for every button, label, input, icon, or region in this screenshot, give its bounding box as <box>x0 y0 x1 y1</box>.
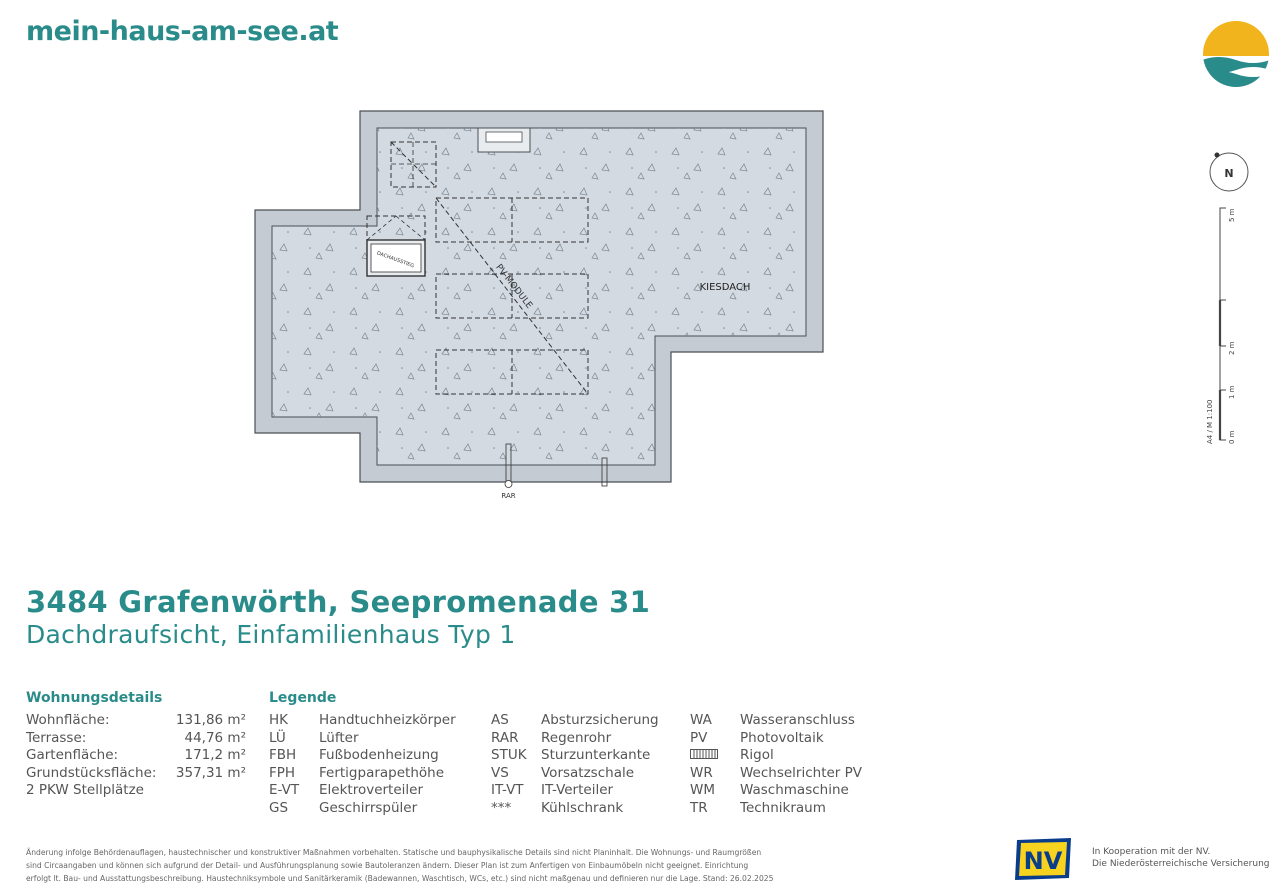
legend-abbr: *** <box>491 799 512 816</box>
detail-label: Gartenfläche: <box>26 747 119 763</box>
legend-item <box>690 800 862 818</box>
legend-item <box>269 712 456 730</box>
disclaimer-line: Änderung infolge Behördenauflagen, haustechnischer und konstruktiver Maßnahmen vorbehalten. Statische und bauphysikalische Details sind nicht Planinhalt. Die Wohnungs- und Raumgrößen <box>26 848 762 857</box>
roof-plan <box>250 104 830 504</box>
coop-line: In Kooperation mit der NV. <box>1092 847 1211 857</box>
detail-label: 2 PKW Stellplätze <box>26 782 144 798</box>
legend-abbr: LÜ <box>269 729 286 746</box>
legend-abbr: WR <box>690 764 713 781</box>
scale-tick-5: 5 m <box>1228 208 1236 222</box>
legend-text: Geschirrspüler <box>319 799 418 816</box>
legend-abbr: VS <box>491 764 509 781</box>
legend-abbr: GS <box>269 799 289 816</box>
legend-abbr: WA <box>690 712 712 728</box>
legend-column-3 <box>690 712 862 817</box>
legend-text: Elektroverteiler <box>319 782 424 798</box>
legend-abbr: PV <box>690 729 708 746</box>
legend-item <box>690 730 862 748</box>
legend-text: Handtuchheizkörper <box>319 712 456 728</box>
legend-text: Photovoltaik <box>740 729 824 746</box>
legend-item <box>690 712 862 730</box>
legend-item <box>690 765 862 783</box>
detail-label: Terrasse: <box>26 729 87 746</box>
legend-item <box>269 730 456 748</box>
legend-abbr: HK <box>269 712 289 728</box>
scale-bar <box>1198 200 1248 450</box>
pv-label: PV-MODULE <box>493 262 534 311</box>
site-url[interactable]: mein-haus-am-see.at <box>26 16 339 47</box>
scale-paper: A4 / M 1:100 <box>1206 399 1214 444</box>
disclaimer-line: sind Circaangaben und können sich aufgrund der Detail- und Ausführungsplanung sowie Bautoleranzen ändern. Dieser Plan ist zum Anfertigen von Einbaumöbeln nicht geeignet. Einrichtung <box>26 861 749 870</box>
coop-line: Die Niederösterreichische Versicherung <box>1092 859 1270 869</box>
roof-label: KIESDACH <box>699 282 751 293</box>
legend-abbr: TR <box>690 799 708 816</box>
legend-text: Technikraum <box>740 799 826 816</box>
legend-text: Waschmaschine <box>740 782 849 798</box>
legend-item <box>491 782 659 800</box>
nv-logo-text: NV <box>1023 847 1063 875</box>
legend-item <box>491 730 659 748</box>
details-list <box>26 712 246 800</box>
legend-text: Kühlschrank <box>541 799 624 816</box>
page-subtitle: Dachdraufsicht, Einfamilienhaus Typ 1 <box>26 620 516 649</box>
legend-item <box>491 765 659 783</box>
legend-column-2 <box>491 712 659 817</box>
legend-text: Wasseranschluss <box>740 712 855 728</box>
legend-text: Fertigparapethöhe <box>319 764 445 781</box>
legend-item <box>269 747 456 765</box>
scale-tick-0: 0 m <box>1228 430 1236 444</box>
legend-abbr: WM <box>690 782 715 798</box>
legend-abbr: AS <box>491 712 509 728</box>
legend-item <box>269 765 456 783</box>
detail-value: 131,86 m² <box>175 712 246 728</box>
detail-row <box>26 782 246 800</box>
disclaimer <box>26 846 841 885</box>
legend-item <box>491 747 659 765</box>
legend-heading: Legende <box>269 690 337 706</box>
legend-text: Fußbodenheizung <box>319 747 439 763</box>
legend-item <box>269 800 456 818</box>
legend-item <box>491 800 659 818</box>
legend-text: Absturzsicherung <box>541 712 659 728</box>
detail-row <box>26 730 246 748</box>
nv-logo <box>1013 838 1073 880</box>
detail-label: Grundstücksfläche: <box>26 764 157 781</box>
details-heading: Wohnungsdetails <box>26 690 163 706</box>
legend-abbr: IT-VT <box>491 782 524 798</box>
rigol-icon <box>690 747 740 765</box>
cooperation-note <box>1092 846 1269 870</box>
legend-item <box>491 712 659 730</box>
legend-abbr: FPH <box>269 764 296 781</box>
legend-abbr: RAR <box>491 729 519 746</box>
legend-abbr: STUK <box>491 747 527 763</box>
legend-text: Sturzunterkante <box>541 747 651 763</box>
detail-row <box>26 712 246 730</box>
legend-text: Lüfter <box>319 729 359 746</box>
drain-label: RAR <box>501 492 516 500</box>
legend-item <box>269 782 456 800</box>
disclaimer-line: erfolgt lt. Bau- und Ausstattungsbeschreibung. Haustechniksymbole und Sanitärkeramik (Badewannen, Waschtisch, WCs, etc.) sind nicht maßgenau und definieren nur die Lage. Stand: 26.02.2025 <box>26 874 774 883</box>
legend-column-1 <box>269 712 456 817</box>
detail-value: 171,2 m² <box>184 747 246 763</box>
legend-text: IT-Verteiler <box>541 782 614 798</box>
legend-text: Vorsatzschale <box>541 764 635 781</box>
legend-item <box>690 747 862 765</box>
detail-value: 357,31 m² <box>175 764 246 781</box>
north-arrow-icon <box>1205 148 1253 196</box>
legend-text: Rigol <box>740 747 774 763</box>
detail-label: Wohnfläche: <box>26 712 110 728</box>
legend-abbr: E-VT <box>269 782 300 798</box>
legend-abbr: FBH <box>269 747 297 763</box>
scale-tick-1: 1 m <box>1228 385 1236 399</box>
north-label: N <box>1224 167 1234 180</box>
legend-text: Wechselrichter PV <box>740 764 863 781</box>
detail-row <box>26 747 246 765</box>
sun-sea-logo <box>1202 20 1270 88</box>
legend-item <box>690 782 862 800</box>
scale-tick-2: 2 m <box>1228 341 1236 355</box>
page-title: 3484 Grafenwörth, Seepromenade 31 <box>26 585 651 619</box>
legend-text: Regenrohr <box>541 729 612 746</box>
detail-row <box>26 765 246 783</box>
hatch-label: DACHAUSSTIEG <box>375 250 415 270</box>
detail-value: 44,76 m² <box>184 729 246 746</box>
